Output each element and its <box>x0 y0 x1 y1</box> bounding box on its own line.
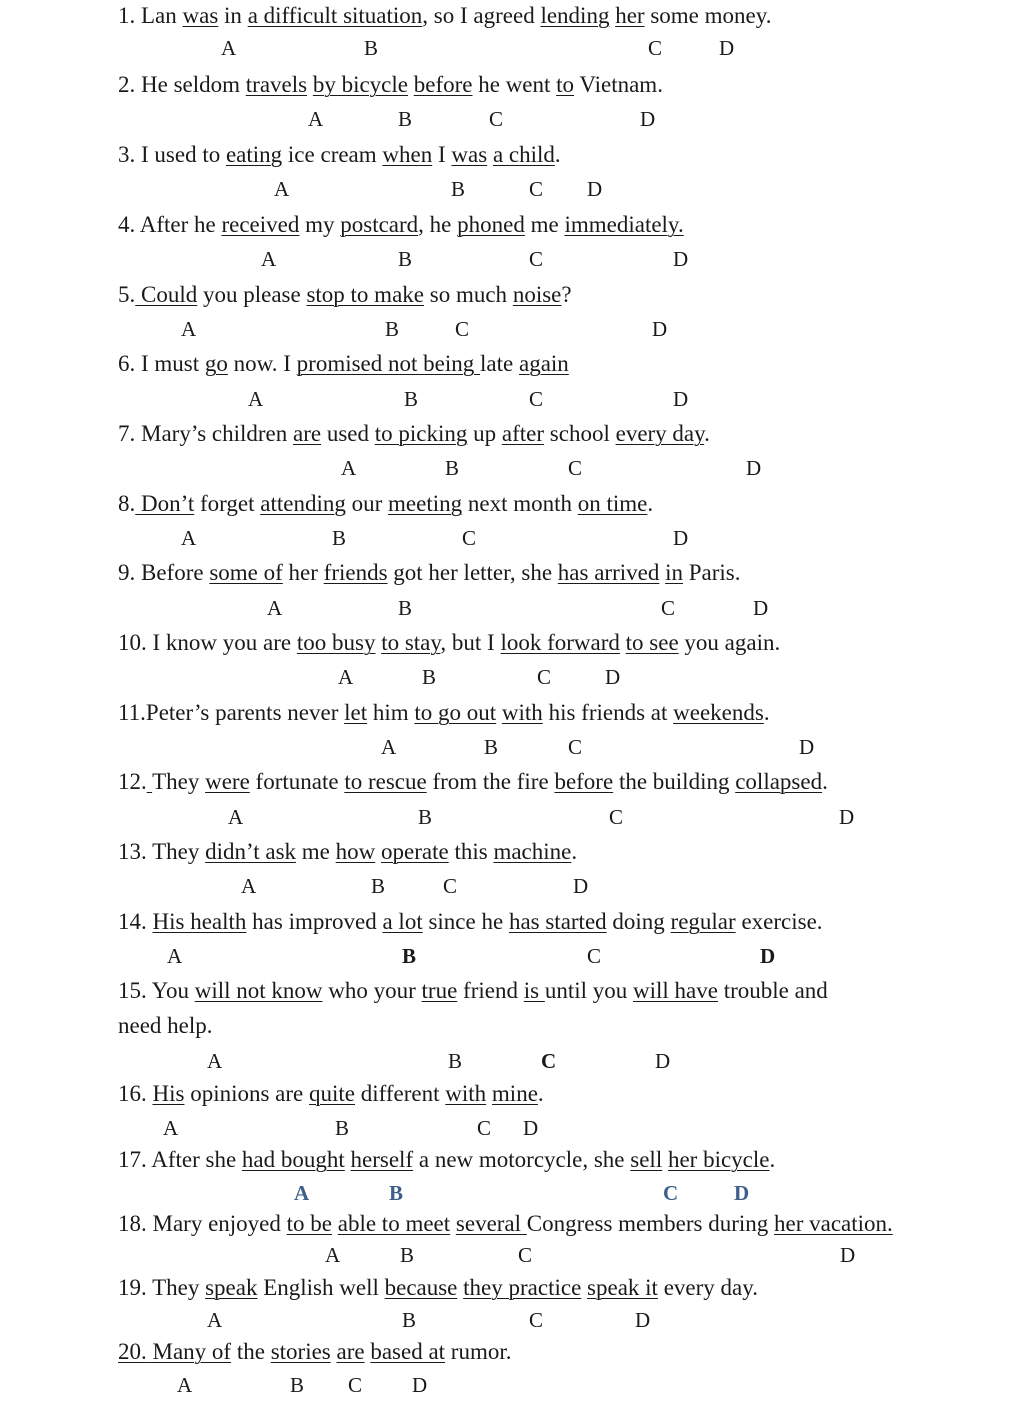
underlined-part: her <box>615 3 645 28</box>
sentence-text: . <box>647 491 654 516</box>
underlined-part: go <box>204 351 228 376</box>
choice-letter-d: D <box>839 805 855 829</box>
choice-letter-d: D <box>719 36 735 60</box>
choice-letter-b: B <box>418 805 433 829</box>
underlined-part: mine <box>491 1081 538 1106</box>
underlined-part: eating <box>225 142 283 167</box>
underlined-part: with <box>445 1081 487 1106</box>
question-8-choice-letters <box>0 524 1024 552</box>
underlined-part: her vacation. <box>774 1211 893 1236</box>
underlined-part: travels <box>245 72 308 97</box>
sentence-text: They <box>146 839 206 864</box>
sentence-text: in <box>218 3 248 28</box>
choice-letter-a: A <box>181 526 197 550</box>
sentence-text: some money. <box>644 3 772 28</box>
underlined-part: Many of <box>146 1339 232 1364</box>
sentence-text: . <box>704 421 710 446</box>
underlined-part: every day <box>615 421 705 446</box>
underlined-part: is <box>523 978 545 1003</box>
choice-letter-d: D <box>753 596 769 620</box>
question-number: 7. <box>118 421 136 446</box>
underlined-part: not being <box>388 351 481 376</box>
choice-letter-b: B <box>422 665 437 689</box>
question-19-sentence <box>118 1274 758 1302</box>
sentence-text: he went <box>472 72 557 97</box>
underlined-part: because <box>384 1275 458 1300</box>
choice-letter-d: D <box>573 874 589 898</box>
question-number: 3. <box>118 142 136 167</box>
sentence-text: I used to <box>135 142 226 167</box>
choice-letter-d: D <box>746 456 762 480</box>
choice-letter-c: C <box>443 874 458 898</box>
choice-letter-a: A <box>267 596 283 620</box>
underlined-part: received <box>221 212 300 237</box>
underlined-part: to be <box>286 1211 332 1236</box>
choice-letter-c: C <box>568 456 583 480</box>
sentence-text: late <box>480 351 519 376</box>
sentence-text: used <box>321 421 375 446</box>
choice-letter-c: C <box>609 805 624 829</box>
choice-letter-a: A <box>207 1049 223 1073</box>
choice-letter-c: C <box>661 596 676 620</box>
underlined-part: too busy <box>296 630 376 655</box>
choice-letter-a: A <box>228 805 244 829</box>
sentence-text: ice cream <box>282 142 383 167</box>
choice-letter-c: C <box>537 665 552 689</box>
choice-letter-a: A <box>207 1308 223 1332</box>
choice-letter-c: C <box>477 1116 492 1140</box>
choice-letter-c: C <box>489 107 504 131</box>
question-15-continuation: need help. <box>118 1013 213 1038</box>
choice-letter-a: A <box>177 1373 193 1397</box>
underlined-part: her bicycle <box>667 1147 770 1172</box>
underlined-part: several <box>455 1211 527 1236</box>
sentence-text: got her letter, she <box>387 560 558 585</box>
choice-letter-c: C <box>529 247 544 271</box>
sentence-text: up <box>467 421 502 446</box>
sentence-text: I <box>432 142 452 167</box>
underlined-part: again <box>518 351 569 376</box>
question-number: 5. <box>118 282 136 307</box>
choice-letter-b: B <box>364 36 379 60</box>
question-number: 11. <box>118 700 146 725</box>
question-19-choice-letters <box>0 1306 1024 1334</box>
choice-letter-a: A <box>381 735 397 759</box>
choice-letter-a: A <box>221 36 237 60</box>
sentence-text: ? <box>561 282 572 307</box>
choice-letter-b: B <box>398 596 413 620</box>
choice-letter-b: B <box>398 107 413 131</box>
choice-letter-d: D <box>673 247 689 271</box>
underlined-part: some of <box>209 560 283 585</box>
question-16-choice-letters <box>0 1114 1024 1142</box>
underlined-part: sell <box>630 1147 663 1172</box>
sentence-text: doing <box>606 909 671 934</box>
underlined-part: with <box>501 700 543 725</box>
choice-letter-a: A <box>181 317 197 341</box>
underlined-part: look forward <box>500 630 620 655</box>
choice-letter-c: C <box>587 944 602 968</box>
choice-letter-b: B <box>332 526 347 550</box>
sentence-text: Congress members during <box>526 1211 775 1236</box>
sentence-text: trouble and <box>717 978 828 1003</box>
underlined-part: quite <box>309 1081 356 1106</box>
sentence-text: You <box>146 978 195 1003</box>
underlined-part: to go out <box>414 700 497 725</box>
question-10-sentence <box>118 629 780 657</box>
choice-letter-a: A <box>338 665 354 689</box>
choice-letter-b: B <box>445 456 460 480</box>
sentence-text: until you <box>544 978 633 1003</box>
question-20-choice-letters <box>0 1371 1024 1399</box>
sentence-text: Lan <box>135 3 183 28</box>
question-number: 16. <box>118 1081 147 1106</box>
underlined-part: was <box>451 142 488 167</box>
question-13-choice-letters <box>0 872 1024 900</box>
choice-letter-a: A <box>167 944 183 968</box>
question-number: 13. <box>118 839 147 864</box>
choice-letter-d: D <box>655 1049 671 1073</box>
question-15-choice-letters <box>0 1047 1024 1075</box>
underlined-part: noise <box>512 282 562 307</box>
underlined-part: promised <box>296 351 389 376</box>
choice-letter-d: D <box>652 317 668 341</box>
underlined-part: before <box>413 72 473 97</box>
sentence-text: , but I <box>440 630 501 655</box>
question-14-choice-letters <box>0 942 1024 970</box>
underlined-part: will not know <box>194 978 323 1003</box>
choice-letter-c: C <box>518 1243 533 1267</box>
question-number: 17. <box>118 1147 147 1172</box>
question-number: 6. <box>118 351 136 376</box>
sentence-text: from the fire <box>426 769 555 794</box>
choice-letter-c: C <box>541 1049 557 1073</box>
sentence-text: me <box>524 212 565 237</box>
sentence-text: him <box>367 700 415 725</box>
choice-letter-c: C <box>529 387 544 411</box>
sentence-text: . <box>822 769 828 794</box>
sentence-text: exercise. <box>735 909 823 934</box>
sentence-text: who your <box>322 978 422 1003</box>
sentence-text: They <box>152 769 206 794</box>
choice-letter-c: C <box>529 1308 544 1332</box>
choice-letter-c: C <box>663 1181 679 1205</box>
underlined-part: a difficult situation <box>247 3 423 28</box>
sentence-text: me <box>296 839 336 864</box>
underlined-part: regular <box>670 909 736 934</box>
sentence-text: has improved <box>246 909 383 934</box>
choice-letter-d: D <box>840 1243 856 1267</box>
underlined-part: was <box>182 3 219 28</box>
sentence-text: . <box>537 1081 544 1106</box>
question-15-sentence <box>118 977 828 1005</box>
choice-letter-b: B <box>398 247 413 271</box>
sentence-text: friend <box>457 978 524 1003</box>
choice-letter-d: D <box>635 1308 651 1332</box>
underlined-part: true <box>421 978 458 1003</box>
sentence-text: the <box>231 1339 271 1364</box>
choice-letter-d: D <box>760 944 776 968</box>
question-number: 8. <box>118 491 136 516</box>
question-12-choice-letters <box>0 803 1024 831</box>
underlined-part: they practice <box>463 1275 582 1300</box>
sentence-text: He seldom <box>135 72 246 97</box>
question-number: 1. <box>118 3 136 28</box>
choice-letter-d: D <box>799 735 815 759</box>
underlined-part: collapsed <box>735 769 823 794</box>
underlined-part: weekends <box>673 700 764 725</box>
choice-letter-c: C <box>455 317 470 341</box>
underlined-part: immediately. <box>564 212 684 237</box>
underlined-part: meeting <box>388 491 463 516</box>
question-17-choice-letters <box>0 1179 1024 1207</box>
choice-letter-a: A <box>308 107 324 131</box>
choice-letter-b: B <box>402 944 417 968</box>
sentence-text: fortunate <box>249 769 345 794</box>
sentence-text: my <box>299 212 341 237</box>
choice-letter-c: C <box>462 526 477 550</box>
sentence-text: Peter’s parents never <box>145 700 345 725</box>
underlined-part: are <box>293 421 322 446</box>
question-5-sentence <box>118 281 572 309</box>
choice-letter-b: B <box>389 1181 404 1205</box>
choice-letter-a: A <box>274 177 290 201</box>
underlined-part: His <box>152 1081 185 1106</box>
question-number: 15. <box>118 978 147 1003</box>
question-14-sentence <box>118 908 823 936</box>
choice-letter-c: C <box>348 1373 363 1397</box>
sentence-text: They <box>146 1275 206 1300</box>
choice-letter-d: D <box>605 665 621 689</box>
choice-letter-b: B <box>335 1116 350 1140</box>
sentence-text: school <box>544 421 616 446</box>
question-11-sentence <box>118 699 770 727</box>
question-3-sentence <box>118 141 561 169</box>
sentence-text: Paris. <box>682 560 741 585</box>
question-4-sentence <box>118 211 684 239</box>
sentence-text: opinions are <box>184 1081 310 1106</box>
sentence-text: forget <box>194 491 261 516</box>
underlined-part: based at <box>370 1339 446 1364</box>
underlined-part: when <box>382 142 433 167</box>
underlined-part: to <box>556 72 575 97</box>
choice-letter-b: B <box>451 177 466 201</box>
underlined-part: friends <box>323 560 388 585</box>
underlined-part: machine <box>493 839 572 864</box>
sentence-text: you please <box>197 282 307 307</box>
choice-letter-a: A <box>294 1181 310 1205</box>
sentence-text: his friends at <box>542 700 674 725</box>
question-17-sentence <box>118 1146 775 1174</box>
choice-letter-b: B <box>371 874 386 898</box>
question-8-sentence <box>118 490 653 518</box>
underlined-part: a child <box>492 142 555 167</box>
choice-letter-b: B <box>448 1049 463 1073</box>
sentence-text: , so I agreed <box>422 3 541 28</box>
sentence-text: I know you are <box>146 630 297 655</box>
underlined-part: lending <box>540 3 610 28</box>
sentence-text: . <box>769 1147 776 1172</box>
question-number: 19. <box>118 1275 147 1300</box>
underlined-part: Don’t <box>135 491 195 516</box>
sentence-text: since he <box>422 909 509 934</box>
question-2-choice-letters <box>0 105 1024 133</box>
choice-letter-d: D <box>673 387 689 411</box>
underlined-part: Could <box>135 282 198 307</box>
sentence-text: After he <box>135 212 222 237</box>
question-number: 20. <box>118 1339 147 1364</box>
question-3-choice-letters <box>0 175 1024 203</box>
question-number: 18. <box>118 1211 147 1236</box>
underlined-part: will have <box>632 978 718 1003</box>
sentence-text: the building <box>613 769 736 794</box>
question-9-sentence <box>118 559 740 587</box>
underlined-part: speak it <box>587 1275 658 1300</box>
choice-letter-a: A <box>341 456 357 480</box>
sentence-text: rumor. <box>445 1339 512 1364</box>
question-number: 10. <box>118 630 147 655</box>
question-5-choice-letters <box>0 315 1024 343</box>
choice-letter-c: C <box>529 177 544 201</box>
underlined-part: herself <box>350 1147 414 1172</box>
sentence-text: a new motorcycle, she <box>413 1147 631 1172</box>
choice-letter-a: A <box>163 1116 179 1140</box>
sentence-text: . <box>763 700 770 725</box>
sentence-text: her <box>282 560 324 585</box>
question-18-sentence <box>118 1210 893 1238</box>
question-1-sentence <box>118 2 771 30</box>
question-4-choice-letters <box>0 245 1024 273</box>
underlined-part: let <box>344 700 368 725</box>
choice-letter-c: C <box>568 735 583 759</box>
question-12-sentence <box>118 768 828 796</box>
question-number: 14. <box>118 909 147 934</box>
sentence-text: so much <box>424 282 513 307</box>
underlined-part: after <box>501 421 545 446</box>
underlined-part: able to meet <box>337 1211 451 1236</box>
underlined-part: phoned <box>457 212 525 237</box>
sentence-text: every day. <box>657 1275 758 1300</box>
question-6-choice-letters <box>0 385 1024 413</box>
sentence-text: Mary enjoyed <box>146 1211 287 1236</box>
sentence-text: next month <box>462 491 578 516</box>
underlined-part: to make <box>350 282 424 307</box>
sentence-text: . <box>554 142 561 167</box>
underlined-part: to stay <box>381 630 441 655</box>
sentence-text: different <box>355 1081 446 1106</box>
underlined-part: postcard <box>340 212 419 237</box>
choice-letter-d: D <box>523 1116 539 1140</box>
choice-letter-d: D <box>587 177 603 201</box>
underlined-part: to see <box>625 630 679 655</box>
underlined-part: how <box>335 839 376 864</box>
question-11-choice-letters <box>0 733 1024 761</box>
question-6-sentence <box>118 350 569 378</box>
question-number: 9. <box>118 560 136 585</box>
choice-letter-b: B <box>290 1373 305 1397</box>
choice-letter-a: A <box>248 387 264 411</box>
question-20-sentence <box>118 1338 512 1366</box>
question-7-sentence <box>118 420 710 448</box>
sentence-text: After she <box>146 1147 242 1172</box>
underlined-part: has started <box>508 909 607 934</box>
underlined-part: His health <box>152 909 247 934</box>
question-13-sentence <box>118 838 577 866</box>
underlined-part: by bicycle <box>312 72 408 97</box>
underlined-part: has arrived <box>557 560 660 585</box>
sentence-text: , he <box>418 212 458 237</box>
underlined-part: on time <box>577 491 648 516</box>
choice-letter-c: C <box>648 36 663 60</box>
choice-letter-b: B <box>385 317 400 341</box>
question-18-choice-letters <box>0 1241 1024 1269</box>
underlined-part: stop <box>306 282 351 307</box>
underlined-part: before <box>554 769 614 794</box>
underlined-part: had bought <box>241 1147 345 1172</box>
underlined-part: to picking <box>374 421 468 446</box>
choice-letter-b: B <box>400 1243 415 1267</box>
sentence-text: . <box>571 839 578 864</box>
sentence-text: this <box>448 839 494 864</box>
choice-letter-d: D <box>412 1373 428 1397</box>
choice-letter-b: B <box>484 735 499 759</box>
choice-letter-d: D <box>734 1181 750 1205</box>
sentence-text: our <box>345 491 389 516</box>
sentence-text: Before <box>135 560 210 585</box>
choice-letter-d: D <box>640 107 656 131</box>
sentence-text: I must <box>135 351 205 376</box>
choice-letter-b: B <box>402 1308 417 1332</box>
underlined-part: to rescue <box>344 769 427 794</box>
question-2-sentence <box>118 71 663 99</box>
underlined-part: in <box>665 560 683 585</box>
underlined-part: a lot <box>382 909 423 934</box>
question-9-choice-letters <box>0 594 1024 622</box>
sentence-text: Vietnam. <box>574 72 663 97</box>
underlined-part: were <box>205 769 250 794</box>
question-10-choice-letters <box>0 663 1024 691</box>
underlined-part: speak <box>205 1275 258 1300</box>
question-number: 12. <box>118 769 147 794</box>
underlined-part: didn’t ask <box>205 839 297 864</box>
underlined-part: attending <box>260 491 346 516</box>
question-number: 4. <box>118 212 136 237</box>
sentence-text: English well <box>257 1275 385 1300</box>
choice-letter-a: A <box>325 1243 341 1267</box>
sentence-text: Mary’s children <box>135 421 294 446</box>
question-number: 2. <box>118 72 136 97</box>
underlined-part: stories <box>270 1339 331 1364</box>
question-16-sentence <box>118 1080 544 1108</box>
underlined-part: operate <box>381 839 449 864</box>
sentence-text: you again. <box>678 630 781 655</box>
choice-letter-a: A <box>241 874 257 898</box>
choice-letter-a: A <box>261 247 277 271</box>
choice-letter-b: B <box>404 387 419 411</box>
underlined-part: are <box>336 1339 365 1364</box>
question-7-choice-letters <box>0 454 1024 482</box>
sentence-text: now. I <box>227 351 297 376</box>
choice-letter-d: D <box>673 526 689 550</box>
question-1-choice-letters <box>0 34 1024 62</box>
